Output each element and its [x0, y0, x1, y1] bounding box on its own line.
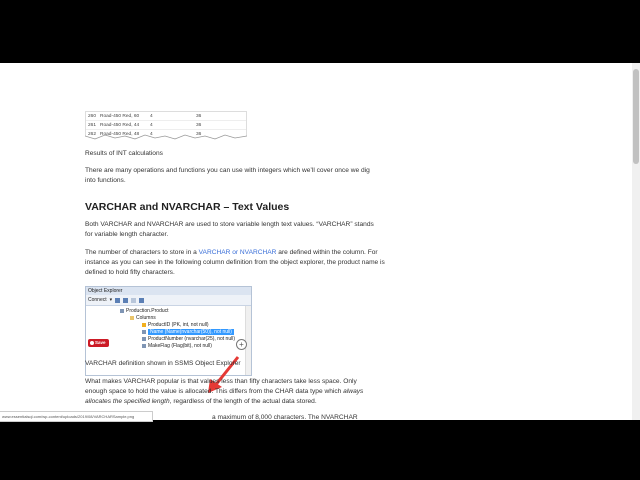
column-icon: [142, 330, 146, 334]
paragraph-both: Both VARCHAR and NVARCHAR are used to store variable length text values. “VARCHAR” stands for variable length character.: [85, 221, 374, 238]
folder-icon: [130, 316, 134, 320]
tree-node: MakeFlag (Flag(bit), not null): [142, 343, 212, 350]
pinterest-icon: [90, 341, 94, 345]
stop-icon: [131, 298, 136, 303]
connect-dropdown-icon: ▾: [109, 297, 113, 303]
tree-node: ProductNumber (nvarchar(25), not null): [142, 336, 235, 343]
object-explorer-title: Object Explorer: [86, 287, 251, 295]
section-heading: VARCHAR and NVARCHAR – Text Values: [85, 201, 290, 213]
table-row: 261 Road-450 Red, 44 4 36: [86, 121, 246, 130]
pinterest-save-button[interactable]: Save: [88, 339, 109, 347]
column-icon: [142, 344, 146, 348]
tree-node-selected: Name (Name(nvarchar(50)), not null): [142, 329, 234, 336]
object-explorer-toolbar: [86, 295, 251, 306]
varchar-nvarchar-link[interactable]: VARCHAR or NVARCHAR: [198, 249, 277, 256]
key-icon: [142, 323, 146, 327]
paragraph-number: The number of characters to store in a VARCHAR or NVARCHAR are defined within the column. For instance as you can see in the following column definition from the object explorer, the product name is defined to hold fifty characters.: [85, 249, 385, 276]
table-icon: [120, 309, 124, 313]
caption-varchar: VARCHAR definition shown in SSMS Object Explorer: [85, 360, 241, 367]
filter-icon: [115, 298, 120, 303]
tree-node: Columns: [130, 315, 156, 322]
connect-label: Connect: [88, 297, 107, 303]
table-row: 262 Road-450 Red, 48 4 36: [86, 130, 246, 139]
paragraph-popular: What makes VARCHAR popular is that values less than fifty characters take less space. Only enough space to hold the value is allocated. This differs from the CHAR data type which always allocates the specified length, regardless of the length of the actual data stored.: [85, 378, 364, 405]
page-scrollbar[interactable]: [632, 63, 640, 420]
table-row: 260 Road-450 Red, 60 4 36: [86, 112, 246, 121]
tree-node: ProductID (PK, int, not null): [142, 322, 209, 329]
paragraph-partial: a maximum of 8,000 characters. The NVARCHAR: [212, 414, 358, 420]
tree-node: Production.Product: [120, 308, 169, 315]
int-results-image: [85, 111, 247, 136]
paragraph-int: There are many operations and functions you can use with integers which we’ll cover once we dig into functions.: [85, 167, 370, 184]
torn-edge: [85, 134, 247, 140]
sync-icon: [139, 298, 144, 303]
web-page: [0, 63, 632, 420]
scrollbar-thumb[interactable]: [633, 69, 639, 164]
column-icon: [142, 337, 146, 341]
status-bar-url: www.essentialsql.com/wp-content/uploads/2019/08/VARCHARSample.png: [0, 411, 153, 422]
refresh-icon: [123, 298, 128, 303]
caption-int: Results of INT calculations: [85, 150, 163, 157]
zoom-plus-icon[interactable]: +: [236, 339, 247, 350]
